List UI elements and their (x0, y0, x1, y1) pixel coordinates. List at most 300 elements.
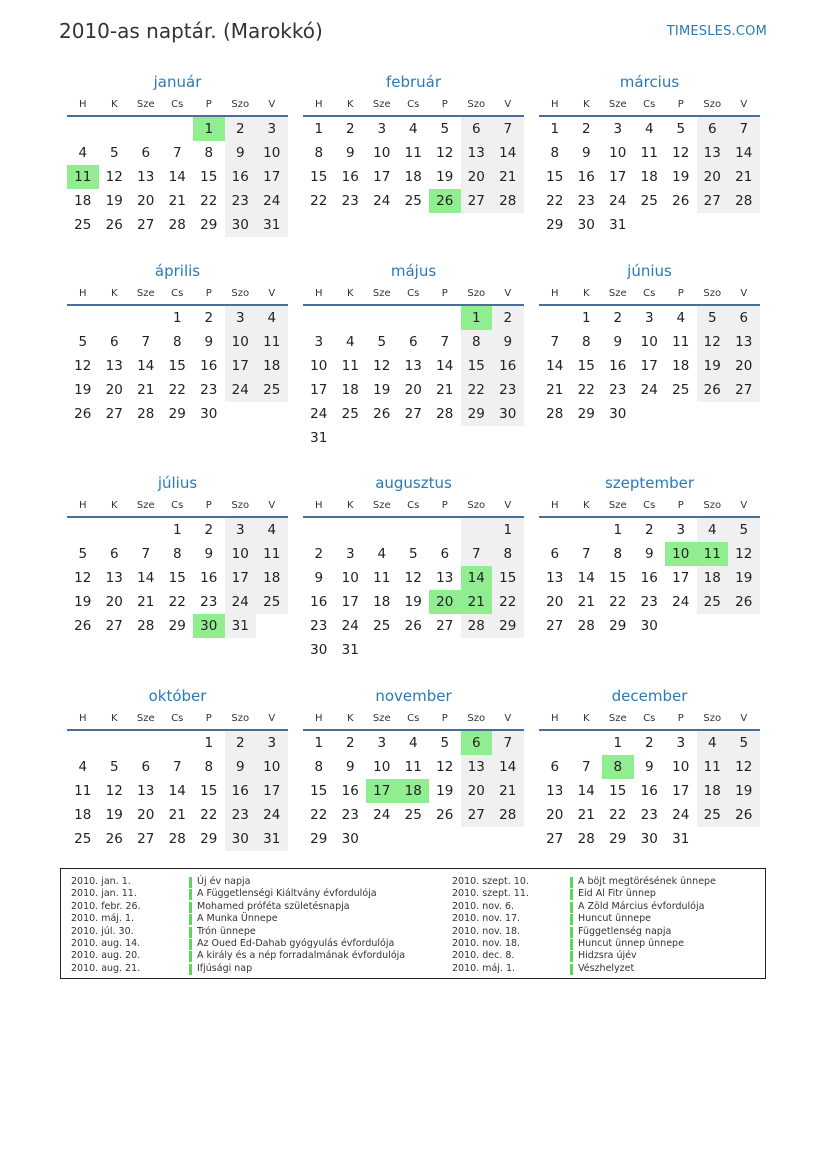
holiday-marker (189, 902, 192, 913)
month-calendar (539, 71, 760, 237)
day-cell: 25 (256, 590, 288, 614)
day-cell: 5 (377, 334, 387, 350)
day-cell: 29 (461, 402, 493, 426)
week-row (303, 141, 524, 165)
weekday-label: K (582, 287, 590, 299)
week-row (539, 755, 760, 779)
day-cell: 3 (377, 121, 387, 137)
weekday-label: Sze (372, 499, 391, 511)
weekday-label: K (346, 499, 354, 511)
day-cell: 13 (404, 358, 422, 374)
day-cell: 12 (728, 542, 760, 566)
weekday-header (67, 494, 288, 518)
day-cell: 9 (204, 546, 214, 562)
day-cell: 18 (74, 807, 92, 823)
empty-day (634, 213, 666, 237)
weekday-label: K (110, 98, 118, 110)
holiday-marker (570, 939, 573, 950)
day-cell: 31 (609, 217, 627, 233)
weekday-label: V (268, 712, 276, 724)
month-name: október (148, 687, 207, 705)
weekday-label: V (504, 287, 512, 299)
weekday-label: Sze (608, 712, 627, 724)
weekday-label: P (677, 287, 684, 299)
holiday-name: A Függetlenségi Kiáltvány évfordulója (197, 888, 377, 900)
day-cell: 20 (546, 594, 564, 610)
holiday-marker (570, 902, 573, 913)
week-row (67, 378, 288, 402)
day-cell: 26 (672, 193, 690, 209)
day-cell: 11 (640, 145, 658, 161)
day-cell: 23 (640, 594, 658, 610)
day-cell: 15 (461, 354, 493, 378)
week-row (67, 779, 288, 803)
empty-day (492, 426, 524, 450)
day-cell: 6 (550, 546, 560, 562)
week-row (303, 566, 524, 590)
week-row (67, 117, 288, 141)
week-row (67, 165, 288, 189)
day-cell: 1 (550, 121, 560, 137)
empty-day (492, 827, 524, 851)
week-row (539, 614, 760, 638)
weekday-label: K (582, 712, 590, 724)
weekday-label: Cs (407, 287, 420, 299)
day-cell: 5 (408, 546, 418, 562)
day-cell: 2 (644, 735, 654, 751)
empty-day (366, 827, 398, 851)
weekday-label: H (550, 98, 559, 110)
holiday-date: 2010. aug. 20. (71, 950, 141, 962)
day-cell: 16 (225, 165, 257, 189)
day-cell: 6 (141, 759, 151, 775)
empty-day (162, 731, 194, 755)
weekday-label: Sze (372, 287, 391, 299)
day-cell: 24 (225, 378, 257, 402)
holiday-name: Hidzsra újév (578, 950, 637, 962)
day-cell: 26 (74, 618, 92, 634)
holiday-date: 2010. nov. 18. (452, 937, 521, 949)
day-cell: 2 (581, 121, 591, 137)
day-cell: 25 (373, 618, 391, 634)
day-cell: 9 (644, 759, 654, 775)
week-row (303, 542, 524, 566)
day-cell: 29 (546, 217, 564, 233)
day-cell: 25 (256, 378, 288, 402)
day-cell: 14 (577, 570, 595, 586)
empty-day (492, 638, 524, 662)
day-cell: 28 (137, 406, 155, 422)
month-calendar (303, 685, 524, 851)
day-cell: 16 (341, 783, 359, 799)
empty-day (67, 306, 99, 330)
weekday-label: Szo (231, 712, 250, 724)
day-cell: 17 (256, 165, 288, 189)
empty-day (398, 426, 430, 450)
day-cell: 25 (74, 217, 92, 233)
week-row (303, 426, 524, 450)
day-cell: 14 (461, 566, 493, 590)
weekday-label: H (78, 98, 87, 110)
day-cell: 26 (74, 406, 92, 422)
day-cell: 4 (345, 334, 355, 350)
day-cell: 27 (697, 189, 729, 213)
day-cell: 31 (310, 430, 328, 446)
legend-row (71, 888, 405, 900)
month-name: szeptember (604, 474, 695, 492)
holiday-date: 2010. nov. 18. (452, 925, 521, 937)
day-cell: 7 (492, 117, 524, 141)
holiday-date: 2010. aug. 21. (71, 962, 141, 974)
holiday-date: 2010. júl. 30. (71, 925, 134, 937)
day-cell: 5 (440, 735, 450, 751)
weekday-label: Sze (608, 287, 627, 299)
weekday-label: Cs (171, 499, 184, 511)
day-cell: 25 (697, 590, 729, 614)
day-cell: 13 (137, 169, 155, 185)
week-row (303, 518, 524, 542)
day-cell: 9 (225, 755, 257, 779)
weekday-label: Szo (467, 287, 486, 299)
weekday-label: K (346, 98, 354, 110)
week-row (539, 117, 760, 141)
legend-row (452, 938, 716, 950)
day-cell: 18 (256, 566, 288, 590)
day-cell: 28 (137, 618, 155, 634)
day-cell: 14 (436, 358, 454, 374)
day-cell: 24 (256, 189, 288, 213)
day-cell: 25 (640, 193, 658, 209)
day-cell: 15 (200, 783, 218, 799)
day-cell: 15 (200, 169, 218, 185)
day-cell: 17 (640, 358, 658, 374)
day-cell: 6 (697, 117, 729, 141)
day-cell: 13 (137, 783, 155, 799)
weekday-label: Szo (703, 287, 722, 299)
weekday-label: H (550, 287, 559, 299)
day-cell: 15 (609, 570, 627, 586)
day-cell: 27 (728, 378, 760, 402)
day-cell: 6 (461, 731, 493, 755)
month-calendar (539, 685, 760, 851)
weekday-label: Cs (407, 98, 420, 110)
empty-day (130, 518, 162, 542)
day-cell: 30 (341, 831, 359, 847)
empty-day (366, 426, 398, 450)
day-cell: 9 (345, 759, 355, 775)
day-cell: 19 (373, 382, 391, 398)
month-name: július (157, 474, 198, 492)
day-cell: 21 (492, 779, 524, 803)
legend-row (452, 913, 716, 925)
weekday-label: P (677, 712, 684, 724)
day-cell: 25 (341, 406, 359, 422)
day-cell: 3 (314, 334, 324, 350)
weekday-label: V (504, 499, 512, 511)
empty-day (335, 518, 367, 542)
day-cell: 12 (105, 783, 123, 799)
day-cell: 11 (373, 570, 391, 586)
day-cell: 3 (345, 546, 355, 562)
day-cell: 14 (492, 755, 524, 779)
week-row (67, 189, 288, 213)
day-cell: 8 (204, 145, 214, 161)
day-cell: 25 (672, 382, 690, 398)
weekday-label: V (504, 98, 512, 110)
day-cell: 2 (613, 310, 623, 326)
holiday-date: 2010. nov. 17. (452, 913, 521, 925)
day-cell: 15 (492, 566, 524, 590)
day-cell: 22 (609, 807, 627, 823)
day-cell: 14 (577, 783, 595, 799)
empty-day (398, 827, 430, 851)
weekday-label: Sze (372, 712, 391, 724)
day-cell: 11 (256, 330, 288, 354)
month-calendar (67, 472, 288, 638)
day-cell: 4 (408, 121, 418, 137)
day-cell: 8 (492, 542, 524, 566)
day-cell: 26 (728, 803, 760, 827)
week-row (303, 354, 524, 378)
weekday-label: H (550, 712, 559, 724)
empty-day (571, 731, 603, 755)
day-cell: 9 (225, 141, 257, 165)
weekday-label: Szo (231, 287, 250, 299)
empty-day (67, 117, 99, 141)
holiday-marker (570, 951, 573, 962)
legend-row (452, 901, 716, 913)
weekday-label: Cs (643, 287, 656, 299)
legend-row (452, 950, 716, 962)
day-cell: 20 (137, 193, 155, 209)
month-name: augusztus (375, 474, 452, 492)
month-calendar (303, 71, 524, 213)
week-row (539, 827, 760, 851)
week-row (303, 165, 524, 189)
day-cell: 26 (697, 378, 729, 402)
day-cell: 25 (404, 807, 422, 823)
legend-row (71, 950, 405, 962)
month-calendar (303, 472, 524, 662)
day-cell: 8 (314, 759, 324, 775)
day-cell: 25 (404, 193, 422, 209)
day-cell: 26 (105, 217, 123, 233)
week-row (67, 402, 288, 426)
day-cell: 4 (377, 546, 387, 562)
day-cell: 1 (581, 310, 591, 326)
day-cell: 22 (200, 807, 218, 823)
empty-day (303, 306, 335, 330)
day-cell: 14 (137, 358, 155, 374)
day-cell: 1 (172, 522, 182, 538)
day-cell: 8 (602, 755, 634, 779)
day-cell: 27 (105, 618, 123, 634)
day-cell: 28 (546, 406, 564, 422)
day-cell: 2 (345, 121, 355, 137)
week-row (303, 827, 524, 851)
month-name: június (627, 262, 672, 280)
empty-day (539, 518, 571, 542)
day-cell: 12 (436, 145, 454, 161)
day-cell: 9 (613, 334, 623, 350)
week-row (303, 731, 524, 755)
day-cell: 31 (256, 213, 288, 237)
day-cell: 8 (613, 546, 623, 562)
day-cell: 28 (577, 831, 595, 847)
empty-day (303, 518, 335, 542)
week-row (539, 402, 760, 426)
weekday-label: Sze (136, 98, 155, 110)
weekday-label: K (582, 499, 590, 511)
day-cell: 16 (310, 594, 328, 610)
day-cell: 7 (172, 759, 182, 775)
day-cell: 16 (200, 570, 218, 586)
day-cell: 21 (461, 590, 493, 614)
day-cell: 30 (225, 213, 257, 237)
day-cell: 26 (429, 189, 461, 213)
weekday-label: H (314, 287, 323, 299)
day-cell: 30 (640, 831, 658, 847)
day-cell: 17 (341, 594, 359, 610)
day-cell: 29 (200, 217, 218, 233)
day-cell: 28 (436, 406, 454, 422)
day-cell: 25 (74, 831, 92, 847)
day-cell: 7 (728, 117, 760, 141)
day-cell: 4 (256, 518, 288, 542)
legend-row (71, 963, 405, 975)
month-calendar (67, 71, 288, 237)
day-cell: 3 (377, 735, 387, 751)
day-cell: 13 (461, 755, 493, 779)
legend-row (71, 926, 405, 938)
day-cell: 17 (256, 779, 288, 803)
empty-day (225, 402, 257, 426)
week-row (539, 566, 760, 590)
day-cell: 5 (78, 334, 88, 350)
holiday-marker (570, 889, 573, 900)
month-name: november (375, 687, 452, 705)
site-link[interactable]: TIMESLES.COM (666, 24, 767, 39)
empty-day (728, 827, 760, 851)
day-cell: 21 (728, 165, 760, 189)
day-cell: 8 (581, 334, 591, 350)
day-cell: 4 (78, 145, 88, 161)
day-cell: 18 (256, 354, 288, 378)
day-cell: 26 (105, 831, 123, 847)
empty-day (539, 306, 571, 330)
day-cell: 9 (581, 145, 591, 161)
day-cell: 10 (225, 330, 257, 354)
day-cell: 23 (492, 378, 524, 402)
day-cell: 3 (225, 518, 257, 542)
week-row (539, 330, 760, 354)
day-cell: 14 (168, 783, 186, 799)
week-row (303, 402, 524, 426)
day-cell: 22 (461, 378, 493, 402)
day-cell: 10 (310, 358, 328, 374)
month-name: március (619, 73, 680, 91)
week-row (67, 306, 288, 330)
day-cell: 22 (577, 382, 595, 398)
day-cell: 11 (67, 165, 99, 189)
week-row (67, 731, 288, 755)
day-cell: 19 (436, 783, 454, 799)
day-cell: 6 (109, 546, 119, 562)
month-name: május (390, 262, 437, 280)
day-cell: 30 (640, 618, 658, 634)
day-cell: 6 (141, 145, 151, 161)
day-cell: 9 (345, 145, 355, 161)
day-cell: 22 (492, 590, 524, 614)
day-cell: 17 (225, 354, 257, 378)
day-cell: 21 (168, 807, 186, 823)
day-cell: 23 (341, 807, 359, 823)
day-cell: 24 (609, 193, 627, 209)
day-cell: 12 (728, 755, 760, 779)
day-cell: 11 (256, 542, 288, 566)
day-cell: 11 (697, 542, 729, 566)
month-calendar (67, 685, 288, 851)
day-cell: 4 (697, 518, 729, 542)
weekday-label: H (78, 712, 87, 724)
empty-day (697, 213, 729, 237)
day-cell: 15 (546, 169, 564, 185)
day-cell: 19 (697, 354, 729, 378)
weekday-label: Cs (643, 712, 656, 724)
week-row (303, 189, 524, 213)
holiday-marker (189, 927, 192, 938)
legend-row (71, 901, 405, 913)
day-cell: 4 (408, 735, 418, 751)
day-cell: 24 (225, 590, 257, 614)
day-cell: 24 (373, 807, 391, 823)
day-cell: 7 (141, 546, 151, 562)
day-cell: 29 (609, 618, 627, 634)
day-cell: 24 (256, 803, 288, 827)
day-cell: 5 (78, 546, 88, 562)
day-cell: 21 (137, 594, 155, 610)
weekday-label: Cs (171, 287, 184, 299)
day-cell: 28 (461, 614, 493, 638)
day-cell: 23 (225, 803, 257, 827)
day-cell: 10 (672, 759, 690, 775)
month-calendar (539, 472, 760, 638)
day-cell: 30 (193, 614, 225, 638)
week-row (303, 638, 524, 662)
weekday-header (67, 93, 288, 117)
day-cell: 2 (204, 522, 214, 538)
day-cell: 15 (310, 783, 328, 799)
day-cell: 14 (137, 570, 155, 586)
empty-day (429, 827, 461, 851)
empty-day (461, 426, 493, 450)
day-cell: 9 (314, 570, 324, 586)
day-cell: 9 (204, 334, 214, 350)
day-cell: 7 (141, 334, 151, 350)
day-cell: 8 (172, 334, 182, 350)
day-cell: 4 (644, 121, 654, 137)
holiday-name: A böjt megtörésének ünnepe (578, 876, 716, 887)
day-cell: 28 (577, 618, 595, 634)
day-cell: 16 (577, 169, 595, 185)
weekday-label: K (110, 287, 118, 299)
day-cell: 10 (256, 141, 288, 165)
week-row (539, 141, 760, 165)
day-cell: 16 (609, 358, 627, 374)
month-calendar (67, 260, 288, 426)
day-cell: 20 (137, 807, 155, 823)
day-cell: 12 (105, 169, 123, 185)
